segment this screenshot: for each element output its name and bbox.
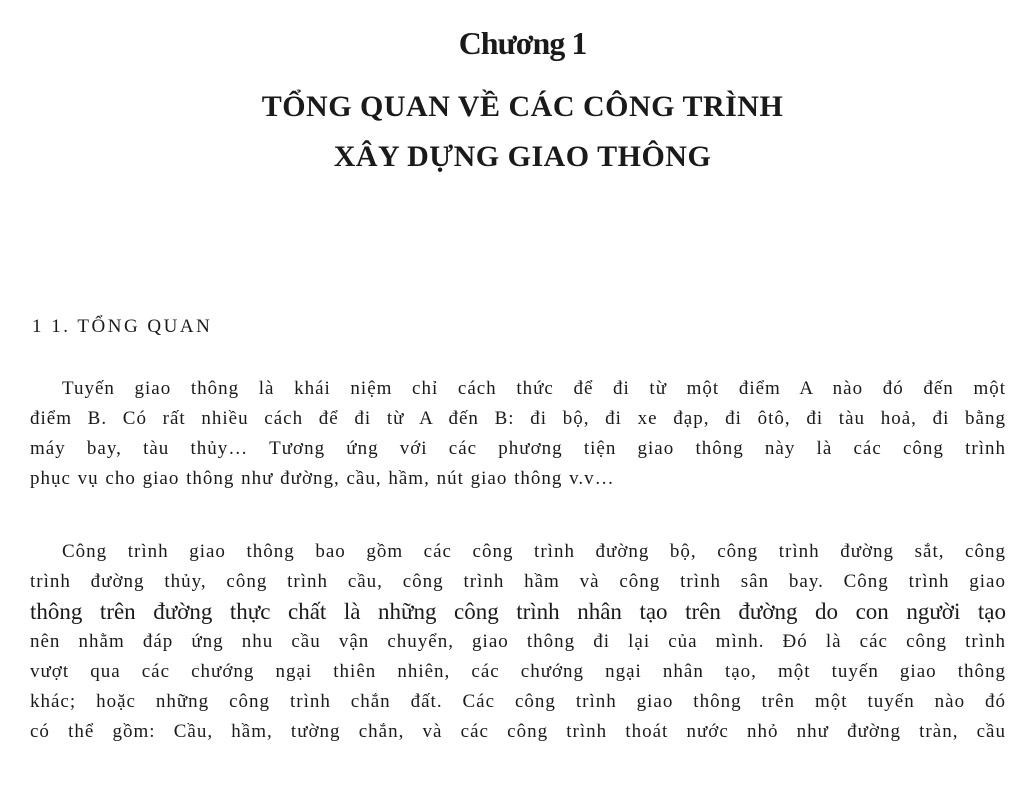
chapter-title-line: TỔNG QUAN VỀ CÁC CÔNG TRÌNH [261,90,784,123]
text-line: phục vụ cho giao thông như đường, cầu, hầm, nút giao thông v.v… [30,468,615,489]
paragraph [30,374,1006,494]
text-line: nên nhằm đáp ứng nhu cầu vận chuyển, giao thông đi lại của mình. Đó là các công trình [30,631,1006,652]
section-heading: 1 1. TỔNG QUAN [32,316,213,337]
text-line: vượt qua các chướng ngại thiên nhiên, các chướng ngại nhân tạo, một tuyến giao thông [30,661,1006,682]
text-line: thông trên đường thực chất là những công trình nhân tạo trên đường do con người tạo [30,599,1006,624]
text-line: trình đường thủy, công trình cầu, công trình hầm và công trình sân bay. Công trình giao [30,571,1006,592]
text-line: Công trình giao thông bao gồm các công trình đường bộ, công trình đường sắt, công [62,541,1006,562]
paragraph [30,537,1006,747]
text-line: điểm B. Có rất nhiều cách để đi từ A đến B: đi bộ, đi xe đạp, đi ôtô, đi tàu hoả, đi bằng [30,408,1006,429]
chapter-label: Chương 1 [458,25,587,61]
chapter-title [0,82,1020,182]
text-line: máy bay, tàu thủy… Tương ứng với các phương tiện giao thông này là các công trình [30,438,1006,459]
chapter-title-line: XÂY DỰNG GIAO THÔNG [333,140,712,173]
text-line: Tuyến giao thông là khái niệm chỉ cách thức để đi từ một điểm A nào đó đến một [62,378,1006,399]
text-line: có thể gồm: Cầu, hầm, tường chắn, và các công trình thoát nước nhỏ như đường tràn, cầu [30,721,1006,742]
text-line: khác; hoặc những công trình chắn đất. Các công trình giao thông trên một tuyến nào đó [30,691,1006,712]
